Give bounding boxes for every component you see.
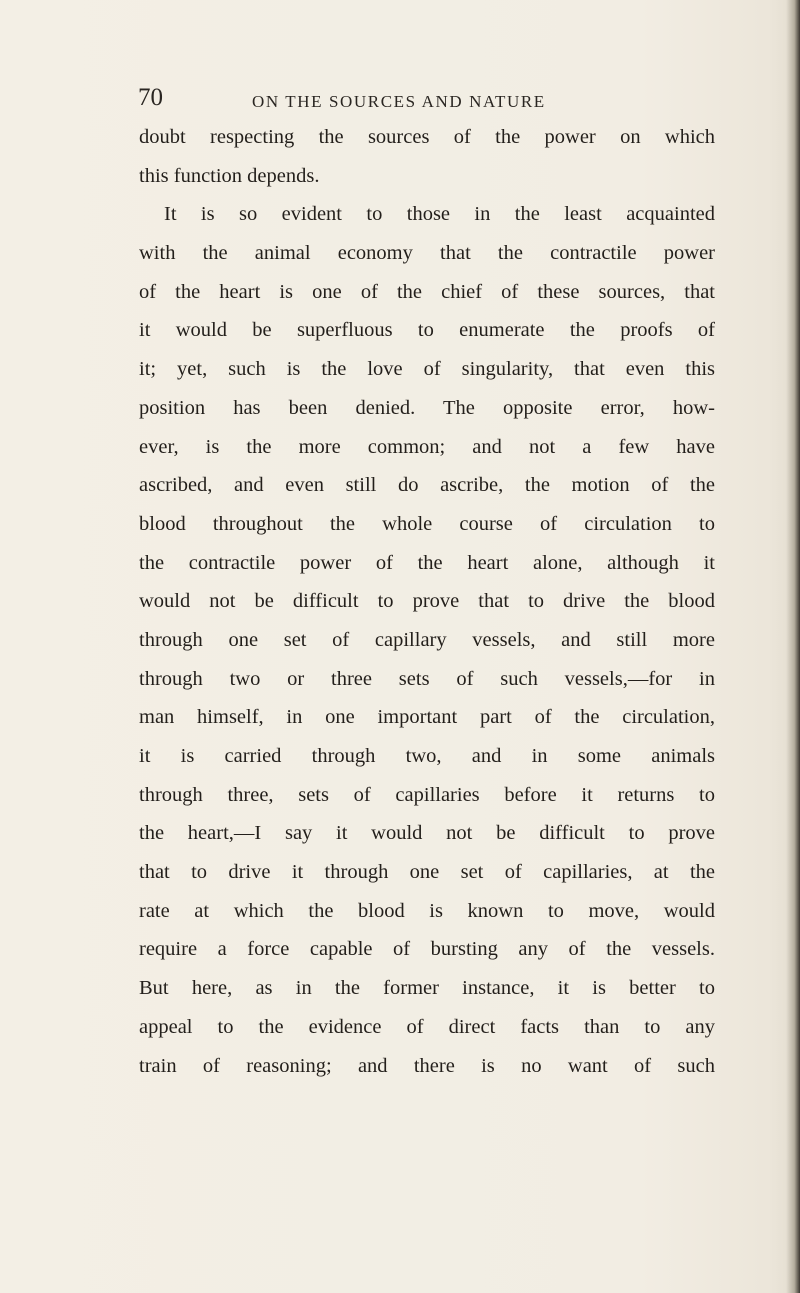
body-text [139,118,715,1085]
text-line: through one set of capillary vessels, and still more [139,628,715,651]
text-line: the heart,—I say it would not be difficult to prove [139,822,715,845]
text-line: man himself, in one important part of the circulation, [139,706,715,729]
text-line: with the animal economy that the contractile power [139,242,715,265]
text-line: of the heart is one of the chief of these sources, that [139,280,715,303]
text-line: that to drive it through one set of capillaries, at the [139,861,715,884]
text-line: But here, as in the former instance, it is better to [139,977,715,1000]
text-line: through three, sets of capillaries before it returns to [139,783,715,806]
page-edge-shadow [786,0,800,1293]
text-line: doubt respecting the sources of the power on which [139,126,715,148]
text-line: position has been denied. The opposite error, how- [139,396,715,419]
running-head: ON THE SOURCES AND NATURE [252,92,546,111]
text-line: It is so evident to those in the least acquainted [164,203,715,226]
text-line: blood throughout the whole course of circulation to [139,512,715,535]
text-line: through two or three sets of such vessels,—for in [139,667,715,690]
text-line: require a force capable of bursting any of the vessels. [139,938,715,961]
text-line: appeal to the evidence of direct facts than to any [139,1015,715,1038]
page-number: 70 [138,84,163,111]
text-line: the contractile power of the heart alone, although it [139,551,715,574]
text-line: ever, is the more common; and not a few have [139,435,715,458]
text-line: it would be superfluous to enumerate the proofs of [139,319,715,342]
text-line: would not be difficult to prove that to drive the blood [139,590,715,613]
text-line: ascribed, and even still do ascribe, the motion of the [139,474,715,497]
text-line: it; yet, such is the love of singularity, that even this [139,358,715,381]
text-line: rate at which the blood is known to move, would [139,899,715,922]
text-line: this function depends. [139,164,320,187]
text-line: it is carried through two, and in some animals [139,745,715,767]
text-line: train of reasoning; and there is no want of such [139,1054,715,1077]
